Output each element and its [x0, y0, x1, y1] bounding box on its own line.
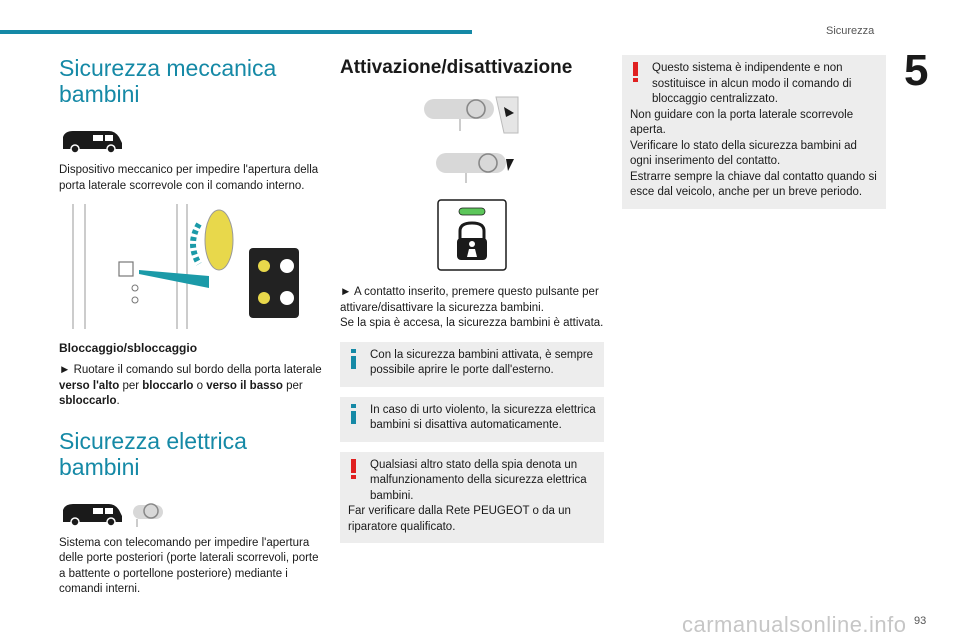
door-icon: [422, 93, 522, 135]
watermark: carmanualsonline.info: [682, 612, 907, 637]
title-mechanical-child-lock: Sicurezza meccanica bambini: [59, 55, 277, 107]
steering-wheel-icon: [422, 149, 522, 185]
warning-icon: [348, 458, 360, 480]
chapter-number: 5: [904, 46, 929, 95]
activation-instruction: ► A contatto inserito, premere questo pulsante per attivare/disattivare la sicurezza bambini.: [340, 286, 599, 314]
lock-instruction: ► Ruotare il comando sul bordo della porta laterale verso l'alto per bloccarlo o verso il basso per sbloccarlo.: [59, 364, 322, 407]
activation-indicator-note: Se la spia è accesa, la sicurezza bambini è attivata.: [340, 317, 604, 329]
warning-callout-malfunction: Qualsiasi altro stato della spia denota un malfunzionamento della sicurezza elettrica bambini. Far verificare dalla Rete PEUGEOT o da un riparatore qualificato.: [340, 452, 604, 544]
vehicle-electric-icons-row: [59, 498, 323, 530]
title-electric-child-lock: Sicurezza elettrica bambini: [59, 427, 247, 480]
van-icon: [59, 127, 125, 155]
info-icon: [348, 348, 360, 370]
mech-description: Dispositivo meccanico per impedire l'apertura della porta laterale scorrevole con il comando interno.: [59, 164, 319, 192]
info-icon: [348, 403, 360, 425]
warning-icon: [630, 61, 642, 83]
warning-callout-general: Questo sistema è indipendente e non sostituisce in alcun modo il comando di bloccaggio centralizzato. Non guidare con la porta laterale scorrevole aperta. Verificare lo stato della sicurezza bambini ad ogni inserimento del contatto. Estrarre sempre la chiave dal contatto quando si esce dal veicolo, anche per un breve periodo.: [622, 55, 886, 209]
section-label: Sicurezza: [826, 25, 875, 37]
van-icon: [59, 500, 125, 528]
page-number: 93: [914, 615, 927, 627]
elec-description: Sistema con telecomando per impedire l'apertura delle porte posteriori (porte laterali scorrevoli, porte a battente o portellone posteriore) mediante i comandi interni.: [59, 536, 319, 595]
column-left: [59, 55, 323, 598]
vehicle-icons-row: [59, 125, 323, 157]
subheading-lock-unlock: Bloccaggio/sbloccaggio: [59, 341, 198, 355]
child-lock-button-icon: [437, 199, 507, 271]
dashboard-illustrations: [340, 93, 604, 271]
info-callout-outside-open: Con la sicurezza bambini attivata, è sempre possibile aprire le porte dall'esterno.: [340, 342, 604, 387]
door-control-illustration: [59, 204, 299, 329]
column-middle: [340, 55, 604, 553]
header-accent-bar: [0, 30, 472, 34]
info-callout-crash: In caso di urto violento, la sicurezza elettrica bambini si disattiva automaticamente.: [340, 397, 604, 442]
column-right: [622, 55, 886, 219]
steering-wheel-icon: [131, 499, 165, 529]
title-activation: Attivazione/disattivazione: [340, 57, 573, 78]
